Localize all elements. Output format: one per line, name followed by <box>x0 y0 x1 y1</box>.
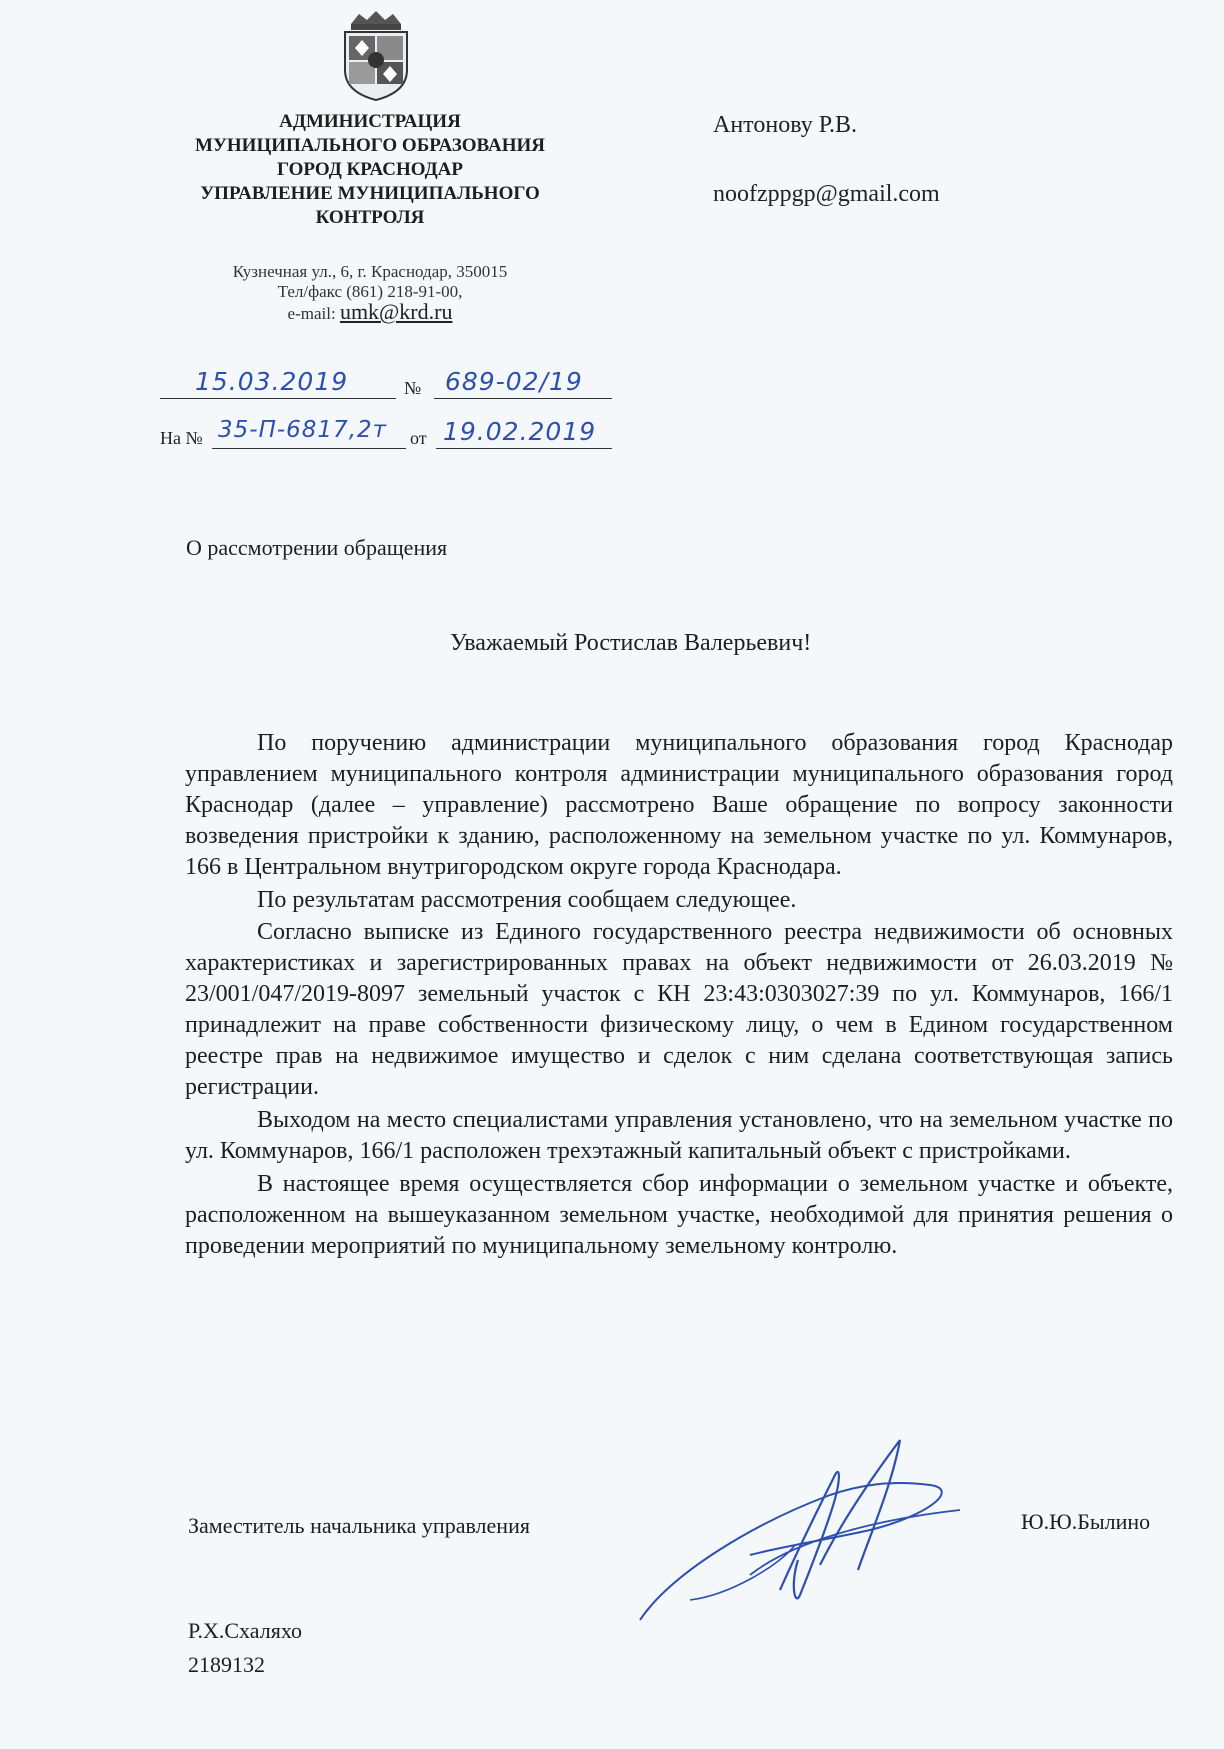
org-line: АДМИНИСТРАЦИЯ <box>279 111 461 132</box>
recipient-name: Антонову Р.В. <box>713 112 858 138</box>
body-paragraph: По поручению администрации муниципального образования город Краснодар управлением муниципального контроля администрации муниципального образования город Краснодар (далее – управление) рассмотрено Ваше обращение по вопросу законности возведения пристройки к зданию, расположенному на земельном участке по ул. Коммунаров, 166 в Центральном внутригородском округе города Краснодара. <box>185 730 1173 880</box>
reference-number: 35-П-6817,2т <box>218 417 388 443</box>
phone-line: Тел/факс (861) 218-91-00, <box>277 282 463 301</box>
organization-email-link[interactable]: umk@krd.ru <box>339 299 453 324</box>
body-paragraph: По результатам рассмотрения сообщаем следующее. <box>257 886 797 913</box>
executor-phone: 2189132 <box>188 1652 265 1677</box>
handwritten-signature-icon <box>630 1425 970 1625</box>
signatory-name: Ю.Ю.Былино <box>1021 1509 1151 1534</box>
salutation: Уважаемый Ростислав Валерьевич! <box>450 630 812 656</box>
reference-from-label: от <box>410 428 427 448</box>
org-line: КОНТРОЛЯ <box>315 207 425 228</box>
address-line: Кузнечная ул., 6, г. Краснодар, 350015 <box>232 262 508 281</box>
organization-address <box>150 262 590 324</box>
reference-underline <box>212 448 406 449</box>
email-label: e-mail: <box>287 304 340 323</box>
coat-of-arms-icon <box>337 8 415 102</box>
subject-line: О рассмотрении обращения <box>186 535 448 560</box>
signatory-title: Заместитель начальника управления <box>188 1513 530 1538</box>
recipient-email: noofzppgp@gmail.com <box>713 181 940 207</box>
reference-label: На № <box>160 428 203 448</box>
letter-body <box>185 728 1173 1261</box>
outgoing-number: 689-02/19 <box>445 367 583 396</box>
body-paragraph: Согласно выписке из Единого государственного реестра недвижимости об основных характеристиках и зарегистрированных правах на объект недвижимости от 26.03.2019 № 23/001/047/2019-8097 земельный участок с КН 23:43:0303027:39 по ул. Коммунаров, 166/1 принадлежит на праве собственности физическому лицу, о чем в Едином государственном реестре прав на недвижимое имущество и сделок с ним сделана соответствующая запись регистрации. <box>185 919 1173 1100</box>
executor-name: Р.Х.Схаляхо <box>188 1618 302 1643</box>
body-paragraph: В настоящее время осуществляется сбор информации о земельном участке и объекте, расположенном на вышеуказанном земельном участке, необходимой для принятия решения о проведении мероприятий по муниципальному земельному контролю. <box>185 1170 1173 1259</box>
date-underline <box>160 398 396 399</box>
org-line: УПРАВЛЕНИЕ МУНИЦИПАЛЬНОГО <box>200 183 540 204</box>
reference-date: 19.02.2019 <box>443 417 597 446</box>
organization-name <box>150 110 590 230</box>
email-line <box>150 299 590 324</box>
org-line: ГОРОД КРАСНОДАР <box>276 159 463 180</box>
number-underline <box>434 398 612 399</box>
number-label: № <box>404 378 422 398</box>
body-paragraph: Выходом на место специалистами управления установлено, что на земельном участке по ул. Коммунаров, 166/1 расположен трехэтажный капитальный объект с пристройками. <box>185 1106 1173 1164</box>
reference-date-underline <box>436 448 612 449</box>
outgoing-date: 15.03.2019 <box>195 367 349 396</box>
org-line: МУНИЦИПАЛЬНОГО ОБРАЗОВАНИЯ <box>195 135 545 156</box>
